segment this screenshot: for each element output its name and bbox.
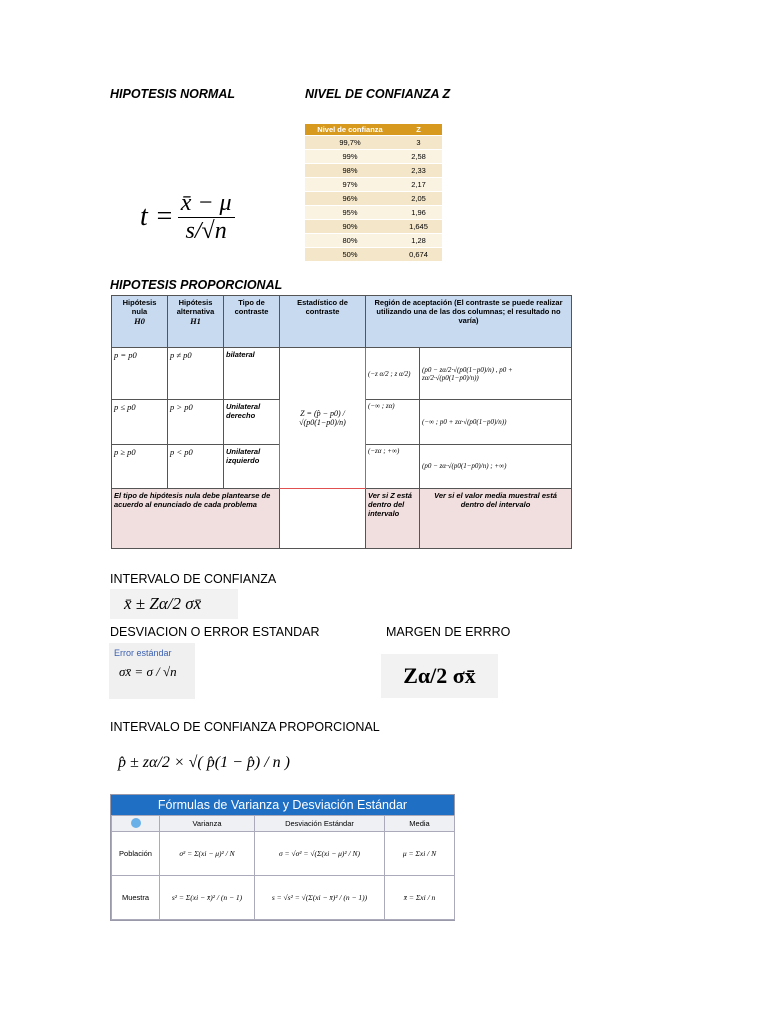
sd-formula: s = √s² = √(Σ(xi − x̄)² / (n − 1)) [255,876,385,920]
heading-margen: MARGEN DE ERRRO [386,625,511,639]
test-statistic: Z = (p̂ − p0) / √(p0(1−p0)/n) [280,348,366,489]
table-header-row [112,296,572,348]
variance-formula: s² = Σ(xi − x̄)² / (n − 1) [160,876,255,920]
table-header-row [112,816,455,832]
col-media: Media [385,816,455,832]
error-standard-box [109,643,195,699]
h1-symbol: H1 [190,316,201,326]
margin-formula: Zα/2 σx̄ [381,654,498,698]
region-z: (−z α/2 ; z α/2) [366,348,420,400]
z-value: 0,674 [395,248,442,262]
variance-table [111,815,455,920]
footer-z-note: Ver si Z está dentro del intervalo [366,488,420,548]
col-tipo-contraste: Tipo de contraste [224,296,280,348]
z-table [305,124,442,261]
region-z: (−zα ; +∞) [366,444,420,488]
globe-icon [112,816,160,832]
z-value: 2,05 [395,192,442,206]
table-row [305,150,442,164]
null-hypothesis: p = p0 [112,348,168,400]
z-value: 2,58 [395,150,442,164]
table-row [305,220,442,234]
z-value: 3 [395,136,442,150]
table-row [305,192,442,206]
table-row [305,234,442,248]
contrast-type: Unilateral izquierdo [224,444,280,488]
footer-mean-note: Ver si el valor media muestral está dentro del intervalo [420,488,572,548]
error-standard-formula: σx̄ = σ / √n [119,664,177,679]
icp-formula: p̂ ± zα/2 × √( p̂(1 − p̂) / n ) [118,754,290,771]
ic-formula: x̄ ± Zα/2 σx̄ [110,589,238,619]
region-p: (p0 − zα·√(p0(1−p0)/n) ; +∞) [420,444,572,488]
t-formula-denominator: s/√n [185,217,227,244]
z-level: 95% [305,206,395,220]
alt-hypothesis: p ≠ p0 [168,348,224,400]
footer-blank [280,488,366,548]
col-desviacion: Desviación Estándar [255,816,385,832]
z-value: 2,33 [395,164,442,178]
t-formula-lhs: t = [140,201,174,232]
z-value: 1,28 [395,234,442,248]
variance-formulas-card [110,794,455,921]
mean-formula: μ = Σxi / N [385,832,455,876]
alt-hypothesis: p < p0 [168,444,224,488]
heading-nivel-confianza: NIVEL DE CONFIANZA Z [305,87,451,101]
footer-note: El tipo de hipótesis nula debe plantearse de acuerdo al enunciado de cada problema [112,488,280,548]
z-value: 2,17 [395,178,442,192]
region-p: (p0 − zα/2·√(p0(1−p0)/n) , p0 + zα/2·√(p0(1−p0)/n)) [420,348,572,400]
table-row [112,876,455,920]
proportional-table [111,295,572,549]
row-label: Muestra [112,876,160,920]
z-value: 1,96 [395,206,442,220]
t-formula-numerator: x̄ − μ [178,190,235,218]
z-table-header: Z [395,124,442,136]
z-level: 97% [305,178,395,192]
z-level: 50% [305,248,395,262]
col-varianza: Varianza [160,816,255,832]
z-value: 1,645 [395,220,442,234]
null-hypothesis: p ≤ p0 [112,400,168,444]
mean-formula: x̄ = Σxi / n [385,876,455,920]
col-hipotesis-alternativa: Hipótesis alternativa [176,298,215,316]
z-level: 99% [305,150,395,164]
z-level: 80% [305,234,395,248]
contrast-type: bilateral [224,348,280,400]
error-standard-label: Error estándar [114,648,172,658]
heading-hipotesis-proporcional: HIPOTESIS PROPORCIONAL [110,278,283,292]
variance-card-title: Fórmulas de Varianza y Desviación Estándar [111,795,454,815]
z-level: 96% [305,192,395,206]
col-hipotesis-nula: Hipótesis nula [122,298,157,316]
col-region-aceptacion: Región de aceptación (El contraste se puede realizar utilizando una de las dos columnas; el resultado no varía) [366,296,572,348]
sd-formula: σ = √σ² = √(Σ(xi − μ)² / N) [255,832,385,876]
region-p: (−∞ ; p0 + zα·√(p0(1−p0)/n)) [420,400,572,444]
table-row [305,164,442,178]
h0-symbol: H0 [134,316,145,326]
table-row [112,832,455,876]
table-footer-row [112,488,572,548]
region-z: (−∞ ; zα) [366,400,420,444]
t-formula [140,180,246,254]
heading-hipotesis-normal: HIPOTESIS NORMAL [110,87,236,101]
col-estadistico: Estadístico de contraste [280,296,366,348]
z-level: 98% [305,164,395,178]
row-label: Población [112,832,160,876]
table-row [305,136,442,150]
table-row [305,206,442,220]
alt-hypothesis: p > p0 [168,400,224,444]
heading-intervalo-proporcional: INTERVALO DE CONFIANZA PROPORCIONAL [110,720,380,734]
z-level: 99,7% [305,136,395,150]
z-level: 90% [305,220,395,234]
table-row [305,248,442,262]
table-row [305,178,442,192]
z-table-header: Nivel de confianza [305,124,395,136]
variance-formula: σ² = Σ(xi − μ)² / N [160,832,255,876]
contrast-type: Unilateral derecho [224,400,280,444]
heading-desviacion: DESVIACION O ERROR ESTANDAR [110,625,320,639]
heading-intervalo-confianza: INTERVALO DE CONFIANZA [110,572,277,586]
table-row [112,348,572,400]
null-hypothesis: p ≥ p0 [112,444,168,488]
